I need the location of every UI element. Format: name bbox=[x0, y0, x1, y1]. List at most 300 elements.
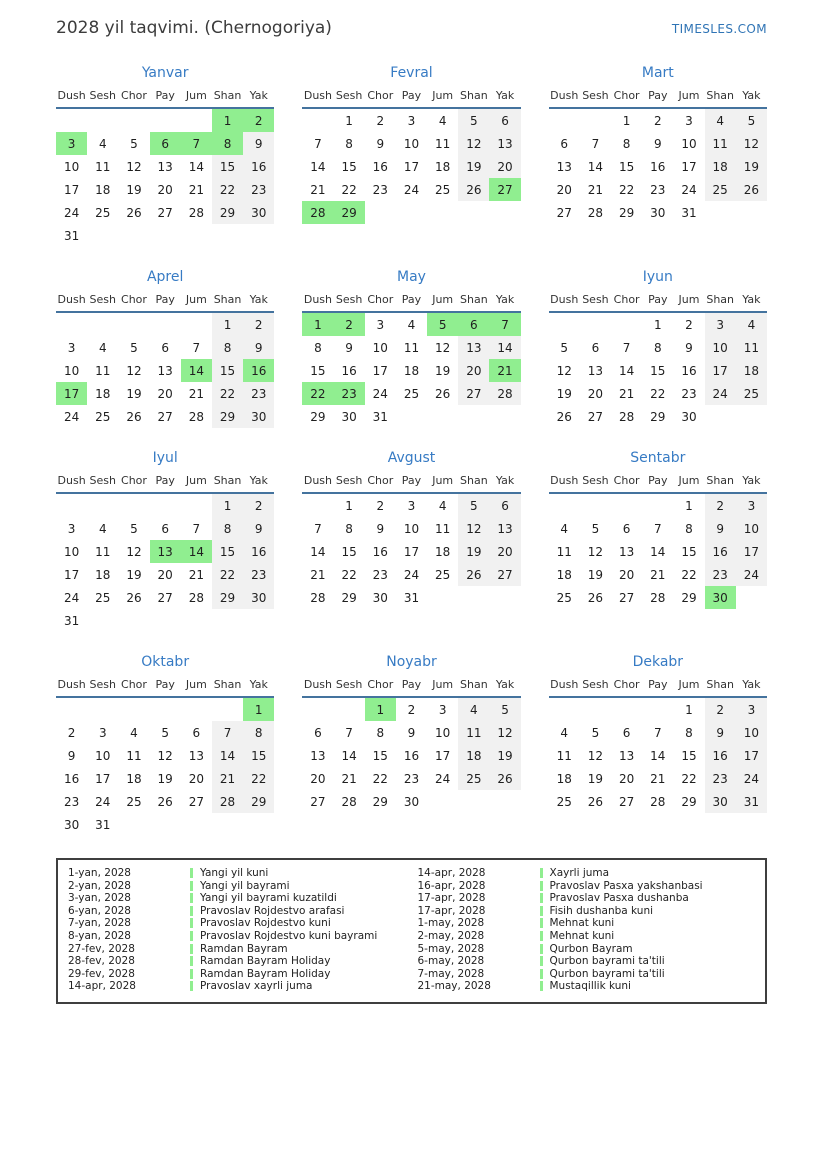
empty-cell bbox=[736, 405, 767, 428]
day-cell: 28 bbox=[212, 790, 243, 813]
empty-cell bbox=[458, 586, 489, 609]
day-cell: 7 bbox=[345, 725, 353, 740]
month-title: May bbox=[397, 269, 426, 285]
empty-cell bbox=[549, 312, 580, 336]
day-cell: 11 bbox=[95, 363, 111, 378]
empty-cell bbox=[181, 697, 212, 721]
weekday-header: Dush bbox=[549, 293, 580, 312]
empty-cell bbox=[736, 586, 767, 609]
empty-cell bbox=[580, 493, 611, 517]
day-cell: 18 bbox=[435, 159, 451, 174]
day-cell: 25 bbox=[458, 767, 489, 790]
empty-cell bbox=[302, 697, 333, 721]
month-title: Sentabr bbox=[630, 450, 686, 466]
legend-item bbox=[68, 943, 406, 956]
day-cell: 28 bbox=[650, 794, 666, 809]
weekday-header: Chor bbox=[365, 89, 396, 108]
day-cell: 28 bbox=[587, 205, 604, 220]
weekday-header: Jum bbox=[181, 474, 212, 493]
day-cell: 21 bbox=[310, 182, 326, 197]
day-cell: 20 bbox=[188, 771, 204, 786]
day-cell: 5 bbox=[560, 340, 569, 355]
weekday-header: Jum bbox=[673, 474, 704, 493]
day-cell: 17 bbox=[435, 748, 451, 763]
day-cell: 18 bbox=[403, 363, 420, 378]
month-table bbox=[56, 474, 274, 632]
day-cell: 7 bbox=[181, 132, 212, 155]
day-cell: 6 bbox=[489, 108, 520, 132]
weekday-header: Pay bbox=[642, 474, 673, 493]
weekday-header: Dush bbox=[56, 474, 87, 493]
holiday-name: Mustaqillik kuni bbox=[549, 980, 631, 993]
empty-cell bbox=[705, 201, 736, 224]
day-cell: 7 bbox=[489, 312, 520, 336]
weekday-header: Sesh bbox=[87, 474, 118, 493]
day-cell: 25 bbox=[705, 178, 736, 201]
day-cell: 24 bbox=[63, 205, 80, 220]
empty-cell bbox=[243, 813, 274, 836]
day-cell: 3 bbox=[438, 702, 447, 717]
day-cell: 25 bbox=[126, 794, 142, 809]
month-title: Yanvar bbox=[141, 65, 189, 81]
empty-cell bbox=[642, 697, 673, 721]
day-cell: 30 bbox=[681, 409, 697, 424]
weekday-header: Chor bbox=[118, 89, 149, 108]
day-cell: 25 bbox=[556, 794, 572, 809]
day-cell: 1 bbox=[212, 493, 243, 517]
empty-cell bbox=[118, 697, 149, 721]
day-cell: 13 bbox=[150, 540, 181, 563]
day-cell: 21 bbox=[650, 567, 666, 582]
day-cell: 26 bbox=[458, 563, 489, 586]
holiday-tick-icon bbox=[190, 918, 193, 928]
day-cell: 16 bbox=[650, 159, 666, 174]
day-cell: 18 bbox=[736, 359, 767, 382]
day-cell: 8 bbox=[212, 336, 243, 359]
day-cell: 26 bbox=[126, 590, 142, 605]
weekday-header: Shan bbox=[212, 678, 243, 697]
day-cell: 23 bbox=[403, 771, 420, 786]
empty-cell bbox=[150, 224, 181, 247]
legend-item bbox=[68, 905, 406, 918]
day-cell: 9 bbox=[243, 336, 274, 359]
day-cell: 12 bbox=[126, 159, 142, 174]
weekday-header: Dush bbox=[302, 474, 333, 493]
day-cell: 4 bbox=[458, 697, 489, 721]
empty-cell bbox=[396, 405, 427, 428]
day-cell: 25 bbox=[736, 382, 767, 405]
day-cell: 29 bbox=[243, 790, 274, 813]
holiday-tick-icon bbox=[190, 881, 193, 891]
weekday-header: Sesh bbox=[580, 474, 611, 493]
holiday-date: 2-yan, 2028 bbox=[68, 879, 131, 892]
day-cell: 3 bbox=[56, 132, 87, 155]
day-cell: 30 bbox=[650, 205, 666, 220]
day-cell: 15 bbox=[341, 544, 357, 559]
day-cell: 7 bbox=[212, 721, 243, 744]
empty-cell bbox=[118, 813, 149, 836]
holiday-tick-icon bbox=[540, 981, 543, 991]
empty-cell bbox=[212, 697, 243, 721]
empty-cell bbox=[611, 312, 642, 336]
day-cell: 27 bbox=[556, 205, 572, 220]
holiday-tick-icon bbox=[540, 868, 543, 878]
day-cell: 1 bbox=[302, 312, 333, 336]
day-cell: 27 bbox=[458, 382, 489, 405]
holiday-date: 28-fev, 2028 bbox=[68, 955, 135, 968]
empty-cell bbox=[150, 312, 181, 336]
weekday-header: Dush bbox=[549, 678, 580, 697]
day-cell: 21 bbox=[188, 182, 204, 197]
day-cell: 14 bbox=[341, 748, 357, 763]
weekday-header: Chor bbox=[365, 678, 396, 697]
day-cell: 3 bbox=[407, 498, 416, 513]
empty-cell bbox=[118, 108, 149, 132]
holiday-date: 3-yan, 2028 bbox=[68, 892, 131, 905]
holiday-date: 1-may, 2028 bbox=[417, 917, 485, 930]
day-cell: 6 bbox=[560, 136, 569, 151]
day-cell: 24 bbox=[736, 563, 767, 586]
day-cell: 5 bbox=[458, 108, 489, 132]
day-cell: 22 bbox=[341, 182, 357, 197]
day-cell: 25 bbox=[435, 567, 451, 582]
empty-cell bbox=[118, 609, 149, 632]
day-cell: 2 bbox=[243, 312, 274, 336]
day-cell: 13 bbox=[188, 748, 204, 763]
day-cell: 14 bbox=[212, 744, 243, 767]
day-cell: 5 bbox=[458, 493, 489, 517]
day-cell: 28 bbox=[188, 205, 204, 220]
weekday-header: Pay bbox=[642, 678, 673, 697]
holiday-name: Ramdan Bayram bbox=[200, 942, 288, 955]
weekday-header: Pay bbox=[150, 89, 181, 108]
month-table bbox=[549, 678, 767, 813]
day-cell: 20 bbox=[157, 182, 173, 197]
day-cell: 19 bbox=[587, 567, 604, 582]
holiday-tick-icon bbox=[190, 931, 193, 941]
month-calendar-may bbox=[302, 269, 520, 428]
empty-cell bbox=[458, 790, 489, 813]
day-cell: 9 bbox=[67, 748, 76, 763]
weekday-header: Jum bbox=[427, 474, 458, 493]
day-cell: 4 bbox=[705, 108, 736, 132]
day-cell: 10 bbox=[736, 517, 767, 540]
empty-cell bbox=[642, 493, 673, 517]
weekday-header: Sesh bbox=[334, 89, 365, 108]
day-cell: 4 bbox=[438, 498, 447, 513]
weekday-header: Pay bbox=[642, 89, 673, 108]
day-cell: 10 bbox=[705, 336, 736, 359]
day-cell: 8 bbox=[314, 340, 322, 355]
empty-cell bbox=[580, 312, 611, 336]
day-cell: 13 bbox=[618, 748, 635, 763]
day-cell: 23 bbox=[243, 563, 274, 586]
day-cell: 22 bbox=[302, 382, 333, 405]
day-cell: 27 bbox=[618, 590, 635, 605]
day-cell: 15 bbox=[681, 748, 697, 763]
day-cell: 23 bbox=[650, 182, 666, 197]
month-calendar-oktabr bbox=[56, 654, 274, 836]
day-cell: 21 bbox=[618, 386, 635, 401]
holiday-tick-icon bbox=[190, 944, 193, 954]
day-cell: 25 bbox=[435, 182, 451, 197]
day-cell: 24 bbox=[435, 771, 451, 786]
holiday-name: Fisih dushanba kuni bbox=[549, 904, 654, 917]
day-cell: 18 bbox=[556, 567, 572, 582]
day-cell: 9 bbox=[653, 136, 662, 151]
day-cell: 10 bbox=[681, 136, 697, 151]
legend-item bbox=[68, 880, 406, 893]
empty-cell bbox=[87, 108, 118, 132]
weekday-header: Sesh bbox=[334, 293, 365, 312]
empty-cell bbox=[181, 108, 212, 132]
day-cell: 2 bbox=[67, 725, 76, 740]
day-cell: 28 bbox=[188, 590, 204, 605]
day-cell: 18 bbox=[95, 567, 111, 582]
weekday-header: Dush bbox=[549, 474, 580, 493]
empty-cell bbox=[150, 697, 181, 721]
holiday-date: 16-apr, 2028 bbox=[417, 879, 486, 892]
day-cell: 4 bbox=[736, 312, 767, 336]
holiday-date: 6-yan, 2028 bbox=[68, 904, 131, 917]
holiday-tick-icon bbox=[540, 906, 543, 916]
empty-cell bbox=[56, 493, 87, 517]
day-cell: 12 bbox=[126, 544, 142, 559]
day-cell: 6 bbox=[192, 725, 201, 740]
day-cell: 10 bbox=[95, 748, 111, 763]
day-cell: 4 bbox=[407, 317, 416, 332]
weekday-header: Pay bbox=[396, 678, 427, 697]
day-cell: 23 bbox=[372, 567, 388, 582]
day-cell: 26 bbox=[736, 178, 767, 201]
day-cell: 14 bbox=[188, 159, 204, 174]
day-cell: 29 bbox=[212, 586, 243, 609]
month-calendar-avgust bbox=[302, 450, 520, 632]
legend-item bbox=[418, 905, 756, 918]
weekday-header: Pay bbox=[396, 474, 427, 493]
weekday-header: Shan bbox=[705, 678, 736, 697]
day-cell: 11 bbox=[126, 748, 142, 763]
day-cell: 6 bbox=[314, 725, 322, 740]
holiday-date: 14-apr, 2028 bbox=[417, 867, 486, 879]
day-cell: 22 bbox=[212, 382, 243, 405]
day-cell: 27 bbox=[489, 563, 520, 586]
day-cell: 2 bbox=[334, 312, 365, 336]
day-cell: 3 bbox=[736, 697, 767, 721]
day-cell: 8 bbox=[685, 521, 693, 536]
page-title: 2028 yil taqvimi. (Chernogoriya) bbox=[56, 18, 332, 38]
day-cell: 13 bbox=[556, 159, 572, 174]
weekday-header: Yak bbox=[736, 474, 767, 493]
day-cell: 29 bbox=[334, 201, 365, 224]
day-cell: 27 bbox=[157, 590, 173, 605]
day-cell: 3 bbox=[376, 317, 385, 332]
day-cell: 7 bbox=[653, 521, 662, 536]
holiday-date: 29-fev, 2028 bbox=[68, 967, 135, 980]
holiday-name: Pravoslav Pasxa yakshanbasi bbox=[549, 879, 703, 892]
day-cell: 29 bbox=[618, 205, 635, 220]
day-cell: 15 bbox=[372, 748, 388, 763]
holiday-tick-icon bbox=[540, 881, 543, 891]
weekday-header: Shan bbox=[212, 474, 243, 493]
month-table bbox=[549, 474, 767, 609]
day-cell: 19 bbox=[435, 363, 451, 378]
day-cell: 6 bbox=[150, 132, 181, 155]
holiday-tick-icon bbox=[190, 956, 193, 966]
day-cell: 5 bbox=[489, 697, 520, 721]
day-cell: 17 bbox=[736, 744, 767, 767]
empty-cell bbox=[736, 201, 767, 224]
day-cell: 28 bbox=[618, 409, 635, 424]
holiday-tick-icon bbox=[190, 893, 193, 903]
holiday-date: 27-fev, 2028 bbox=[68, 942, 135, 955]
weekday-header: Chor bbox=[365, 293, 396, 312]
weekday-header: Pay bbox=[150, 678, 181, 697]
months-grid bbox=[56, 65, 767, 836]
day-cell: 16 bbox=[705, 744, 736, 767]
day-cell: 12 bbox=[458, 132, 489, 155]
day-cell: 16 bbox=[243, 155, 274, 178]
month-title: Dekabr bbox=[632, 654, 684, 670]
day-cell: 23 bbox=[63, 794, 80, 809]
month-calendar-iyun bbox=[549, 269, 767, 428]
holiday-tick-icon bbox=[540, 944, 543, 954]
holiday-name: Mehnat kuni bbox=[549, 917, 615, 930]
day-cell: 21 bbox=[212, 767, 243, 790]
empty-cell bbox=[427, 586, 458, 609]
day-cell: 21 bbox=[310, 567, 326, 582]
empty-cell bbox=[87, 609, 118, 632]
empty-cell bbox=[118, 312, 149, 336]
day-cell: 21 bbox=[341, 771, 357, 786]
holiday-name: Pravoslav Rojdestvo kuni bayrami bbox=[200, 929, 378, 942]
day-cell: 14 bbox=[489, 336, 520, 359]
day-cell: 2 bbox=[685, 317, 693, 332]
day-cell: 27 bbox=[157, 205, 173, 220]
empty-cell bbox=[549, 697, 580, 721]
day-cell: 3 bbox=[705, 312, 736, 336]
day-cell: 21 bbox=[650, 771, 666, 786]
day-cell: 20 bbox=[458, 359, 489, 382]
holiday-name: Pravoslav xayrli juma bbox=[200, 980, 313, 993]
day-cell: 1 bbox=[622, 113, 631, 128]
day-cell: 27 bbox=[587, 409, 604, 424]
empty-cell bbox=[150, 609, 181, 632]
day-cell: 12 bbox=[157, 748, 173, 763]
day-cell: 10 bbox=[63, 363, 80, 378]
empty-cell bbox=[212, 609, 243, 632]
month-calendar-fevral bbox=[302, 65, 520, 247]
weekday-header: Chor bbox=[118, 293, 149, 312]
day-cell: 1 bbox=[345, 113, 353, 128]
day-cell: 28 bbox=[489, 382, 520, 405]
day-cell: 22 bbox=[681, 567, 697, 582]
day-cell: 15 bbox=[212, 540, 243, 563]
empty-cell bbox=[302, 493, 333, 517]
weekday-header: Dush bbox=[302, 678, 333, 697]
month-title: Avgust bbox=[387, 450, 436, 466]
weekday-header: Sesh bbox=[87, 678, 118, 697]
weekday-header: Shan bbox=[458, 293, 489, 312]
day-cell: 12 bbox=[458, 517, 489, 540]
empty-cell bbox=[181, 493, 212, 517]
month-title: Mart bbox=[641, 65, 674, 81]
day-cell: 19 bbox=[458, 540, 489, 563]
day-cell: 20 bbox=[157, 567, 173, 582]
weekday-header: Shan bbox=[705, 474, 736, 493]
day-cell: 25 bbox=[403, 386, 420, 401]
day-cell: 4 bbox=[560, 521, 569, 536]
empty-cell bbox=[56, 697, 87, 721]
day-cell: 7 bbox=[314, 136, 322, 151]
day-cell: 15 bbox=[212, 155, 243, 178]
day-cell: 9 bbox=[243, 132, 274, 155]
day-cell: 17 bbox=[403, 159, 420, 174]
month-table bbox=[549, 89, 767, 224]
month-title: Iyun bbox=[642, 269, 673, 285]
month-calendar-dekabr bbox=[549, 654, 767, 836]
day-cell: 25 bbox=[95, 409, 111, 424]
day-cell: 11 bbox=[736, 336, 767, 359]
month-title: Fevral bbox=[390, 65, 433, 81]
day-cell: 14 bbox=[650, 748, 666, 763]
legend-item bbox=[418, 955, 756, 968]
day-cell: 15 bbox=[650, 363, 666, 378]
day-cell: 5 bbox=[130, 136, 138, 151]
day-cell: 19 bbox=[126, 182, 142, 197]
month-calendar-yanvar bbox=[56, 65, 274, 247]
empty-cell bbox=[118, 224, 149, 247]
day-cell: 28 bbox=[302, 201, 333, 224]
day-cell: 24 bbox=[63, 409, 80, 424]
day-cell: 7 bbox=[622, 340, 631, 355]
day-cell: 9 bbox=[243, 517, 274, 540]
day-cell: 10 bbox=[403, 136, 420, 151]
day-cell: 31 bbox=[736, 790, 767, 813]
empty-cell bbox=[56, 312, 87, 336]
day-cell: 8 bbox=[653, 340, 662, 355]
weekday-header: Dush bbox=[56, 293, 87, 312]
weekday-header: Shan bbox=[212, 293, 243, 312]
weekday-header: Jum bbox=[427, 89, 458, 108]
weekday-header: Jum bbox=[673, 89, 704, 108]
empty-cell bbox=[489, 405, 520, 428]
day-cell: 15 bbox=[310, 363, 326, 378]
holiday-date: 17-apr, 2028 bbox=[417, 892, 486, 905]
day-cell: 22 bbox=[618, 182, 635, 197]
holiday-name: Ramdan Bayram Holiday bbox=[200, 967, 331, 980]
day-cell: 31 bbox=[372, 409, 388, 424]
day-cell: 20 bbox=[618, 567, 635, 582]
day-cell: 5 bbox=[161, 725, 169, 740]
empty-cell bbox=[212, 224, 243, 247]
brand-link[interactable]: TIMESLES.COM bbox=[671, 22, 767, 36]
month-table bbox=[56, 678, 274, 836]
day-cell: 28 bbox=[188, 409, 204, 424]
day-cell: 19 bbox=[556, 386, 572, 401]
day-cell: 17 bbox=[736, 540, 767, 563]
day-cell: 17 bbox=[403, 544, 420, 559]
day-cell: 11 bbox=[556, 748, 572, 763]
empty-cell bbox=[150, 813, 181, 836]
weekday-header: Chor bbox=[611, 89, 642, 108]
holiday-name: Yangi yil bayrami bbox=[200, 879, 290, 892]
day-cell: 4 bbox=[438, 113, 447, 128]
legend-item bbox=[68, 980, 406, 993]
day-cell: 10 bbox=[63, 544, 80, 559]
weekday-header: Shan bbox=[705, 89, 736, 108]
empty-cell bbox=[87, 493, 118, 517]
